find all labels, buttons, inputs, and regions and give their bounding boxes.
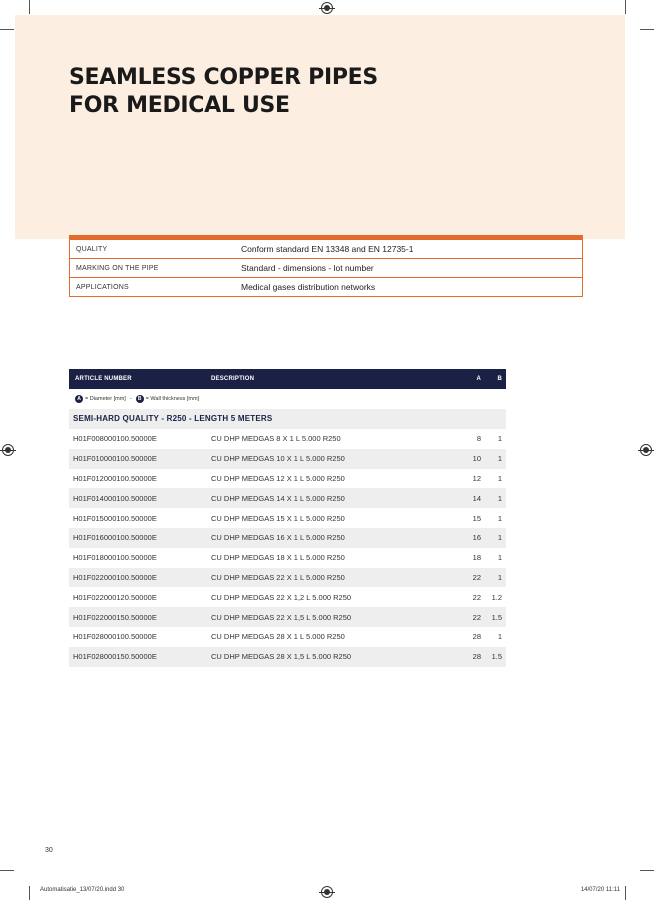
spec-row-quality <box>69 240 583 259</box>
spec-key: MARKING ON THE PIPE <box>76 264 159 272</box>
cell-a: 14 <box>472 493 481 503</box>
header-a: A <box>476 376 481 382</box>
page-number: 30 <box>45 847 53 854</box>
registration-mark-icon <box>2 444 14 456</box>
table-row <box>69 607 506 627</box>
page-title <box>69 64 378 120</box>
cell-a: 12 <box>472 473 481 483</box>
cell-article: H01F022000120.50000E <box>73 592 157 602</box>
cell-a: 8 <box>476 434 481 444</box>
header-article: ARTICLE NUMBER <box>75 376 132 382</box>
cell-b: 1.5 <box>491 652 502 662</box>
hero-panel <box>15 15 625 239</box>
table-row <box>69 627 506 647</box>
cell-description: CU DHP MEDGAS 8 X 1 L 5.000 R250 <box>211 434 341 444</box>
product-table <box>69 369 506 667</box>
registration-mark-icon <box>321 2 333 14</box>
table-row <box>69 508 506 528</box>
cell-b: 1 <box>497 632 502 642</box>
cell-b: 1 <box>497 434 502 444</box>
cell-b: 1 <box>497 572 502 582</box>
cell-article: H01F028000150.50000E <box>73 652 157 662</box>
cell-b: 1 <box>497 533 502 543</box>
table-row <box>69 548 506 568</box>
spec-key: APPLICATIONS <box>76 283 129 291</box>
title-line: FOR MEDICAL USE <box>69 93 290 118</box>
cell-description: CU DHP MEDGAS 22 X 1,5 L 5.000 R250 <box>211 612 352 622</box>
table-row <box>69 469 506 489</box>
cell-article: H01F028000100.50000E <box>73 632 157 642</box>
header-b: B <box>497 376 502 382</box>
table-row <box>69 587 506 607</box>
header-description: DESCRIPTION <box>211 376 255 382</box>
cell-a: 22 <box>472 572 481 582</box>
cell-article: H01F015000100.50000E <box>73 513 157 523</box>
crop-mark <box>0 870 14 871</box>
table-row <box>69 429 506 449</box>
table-row <box>69 568 506 588</box>
cell-article: H01F008000100.50000E <box>73 434 157 444</box>
table-row <box>69 488 506 508</box>
slug-filename: Automatisatie_13/07/20.indd 30 <box>40 887 125 893</box>
table-row <box>69 449 506 469</box>
slug-timestamp: 14/07/20 11:11 <box>580 887 620 893</box>
spec-value: Conform standard EN 13348 and EN 12735-1 <box>241 244 414 254</box>
cell-b: 1.5 <box>491 612 502 622</box>
spec-key: QUALITY <box>76 245 108 253</box>
cell-a: 28 <box>472 652 481 662</box>
spec-value: Standard - dimensions - lot number <box>241 263 374 273</box>
cell-a: 22 <box>472 592 481 602</box>
cell-description: CU DHP MEDGAS 22 X 1 L 5.000 R250 <box>211 572 345 582</box>
crop-mark <box>625 886 626 900</box>
cell-a: 16 <box>472 533 481 543</box>
cell-description: CU DHP MEDGAS 14 X 1 L 5.000 R250 <box>211 493 345 503</box>
section-title: SEMI-HARD QUALITY - R250 - LENGTH 5 METERS <box>69 409 506 429</box>
cell-description: CU DHP MEDGAS 10 X 1 L 5.000 R250 <box>211 454 345 464</box>
crop-mark <box>0 29 14 30</box>
cell-b: 1 <box>497 513 502 523</box>
cell-a: 28 <box>472 632 481 642</box>
cell-a: 22 <box>472 612 481 622</box>
crop-mark <box>625 0 626 14</box>
table-legend <box>69 389 506 409</box>
cell-b: 1 <box>497 473 502 483</box>
cell-a: 10 <box>472 454 481 464</box>
table-header <box>69 369 506 389</box>
cell-description: CU DHP MEDGAS 28 X 1 L 5.000 R250 <box>211 632 345 642</box>
cell-article: H01F022000150.50000E <box>73 612 157 622</box>
cell-article: H01F018000100.50000E <box>73 553 157 563</box>
spec-row-marking <box>69 259 583 278</box>
cell-article: H01F016000100.50000E <box>73 533 157 543</box>
cell-description: CU DHP MEDGAS 12 X 1 L 5.000 R250 <box>211 473 345 483</box>
registration-mark-icon <box>321 886 333 898</box>
cell-b: 1 <box>497 454 502 464</box>
cell-description: CU DHP MEDGAS 16 X 1 L 5.000 R250 <box>211 533 345 543</box>
crop-mark <box>640 870 654 871</box>
table-body <box>69 429 506 667</box>
registration-mark-icon <box>640 444 652 456</box>
cell-b: 1.2 <box>491 592 502 602</box>
cell-a: 18 <box>472 553 481 563</box>
cell-description: CU DHP MEDGAS 18 X 1 L 5.000 R250 <box>211 553 345 563</box>
cell-article: H01F014000100.50000E <box>73 493 157 503</box>
legend-badge-b: B <box>136 395 144 403</box>
spec-row-applications <box>69 278 583 297</box>
legend-badge-a: A <box>75 395 83 403</box>
crop-mark <box>640 29 654 30</box>
crop-mark <box>29 0 30 14</box>
legend-text-b: = Wall thickness [mm] <box>145 396 200 402</box>
cell-article: H01F022000100.50000E <box>73 572 157 582</box>
spec-value: Medical gases distribution networks <box>241 282 376 292</box>
cell-description: CU DHP MEDGAS 22 X 1,2 L 5.000 R250 <box>211 592 352 602</box>
table-row <box>69 647 506 667</box>
cell-a: 15 <box>472 513 481 523</box>
cell-article: H01F012000100.50000E <box>73 473 157 483</box>
legend-separator: - <box>129 396 132 402</box>
crop-mark <box>29 886 30 900</box>
spec-table <box>69 235 583 297</box>
table-row <box>69 528 506 548</box>
cell-description: CU DHP MEDGAS 28 X 1,5 L 5.000 R250 <box>211 652 352 662</box>
cell-description: CU DHP MEDGAS 15 X 1 L 5.000 R250 <box>211 513 345 523</box>
cell-article: H01F010000100.50000E <box>73 454 157 464</box>
cell-b: 1 <box>497 553 502 563</box>
title-line: SEAMLESS COPPER PIPES <box>69 65 378 90</box>
legend-text-a: = Diameter [mm] <box>85 396 126 402</box>
cell-b: 1 <box>497 493 502 503</box>
